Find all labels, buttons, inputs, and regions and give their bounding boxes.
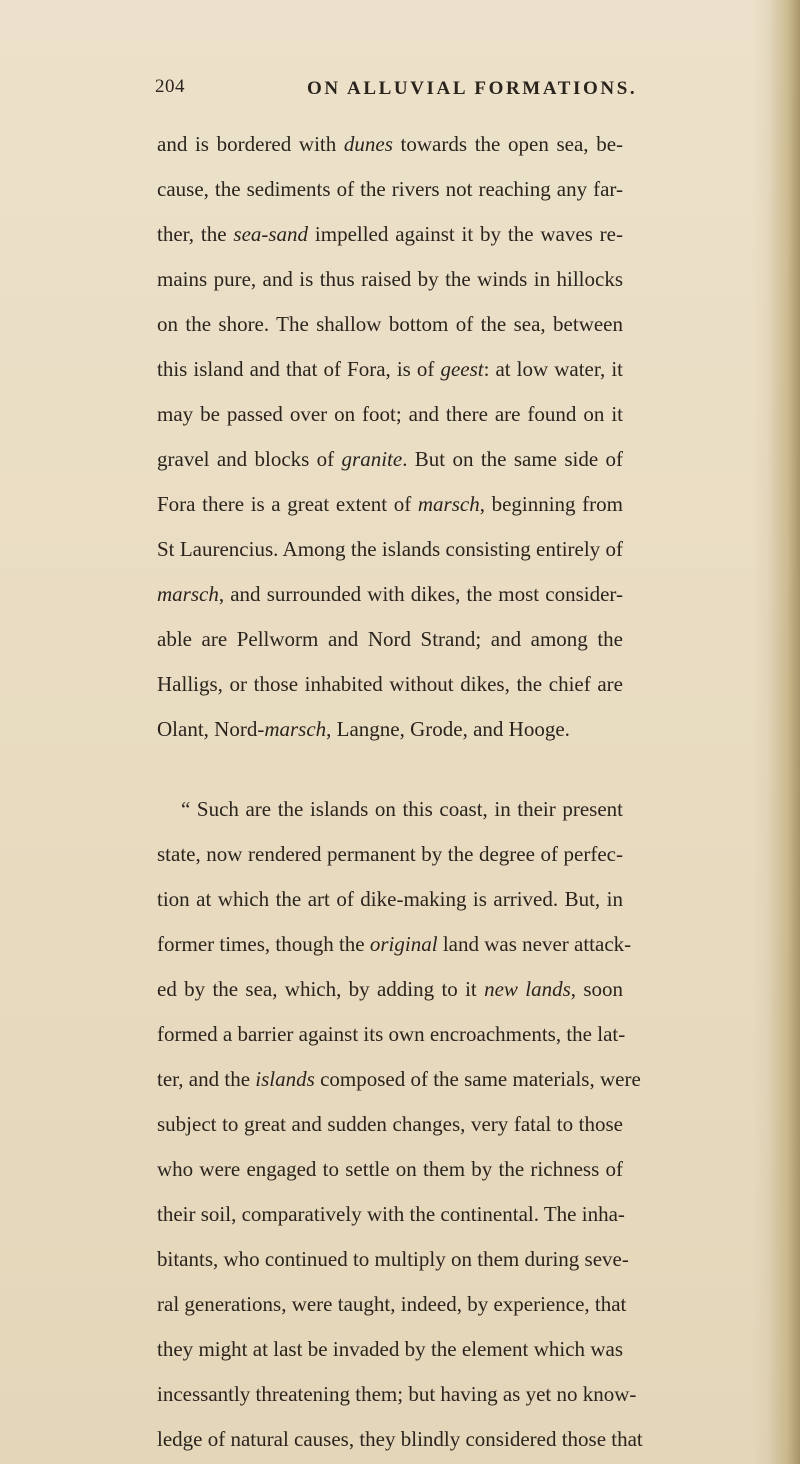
- text-line: gravel and blocks of granite. But on the same side of: [157, 447, 623, 471]
- text-line: and is bordered with dunes towards the open sea, be-: [157, 132, 624, 156]
- body-text: [157, 122, 643, 1462]
- text-line: mains pure, and is thus raised by the winds in hillocks: [157, 267, 623, 291]
- text-line: this island and that of Fora, is of geest: at low water, it: [157, 357, 623, 381]
- paragraph-gap: [157, 752, 623, 787]
- text-line: St Laurencius. Among the islands consisting entirely of: [157, 537, 623, 561]
- running-title: ON ALLUVIAL FORMATIONS.: [307, 78, 638, 99]
- text-line: formed a barrier against its own encroachments, the lat-: [157, 1022, 626, 1046]
- text-line: able are Pellworm and Nord Strand; and among the: [157, 627, 623, 651]
- text-line: tion at which the art of dike-making is arrived. But, in: [157, 887, 623, 911]
- text-line: ter, and the islands composed of the same materials, were: [157, 1067, 641, 1091]
- text-line: may be passed over on foot; and there are found on it: [157, 402, 623, 426]
- text-line: Olant, Nord-marsch, Langne, Grode, and Hooge.: [157, 717, 570, 741]
- page-number: 204: [155, 76, 185, 97]
- text-line: ed by the sea, which, by adding to it new lands, soon: [157, 977, 623, 1001]
- text-line: they might at last be invaded by the element which was: [157, 1337, 623, 1361]
- text-line: cause, the sediments of the rivers not reaching any far-: [157, 177, 623, 201]
- text-line: who were engaged to settle on them by the richness of: [157, 1157, 623, 1181]
- text-line: “ Such are the islands on this coast, in their present: [181, 797, 623, 821]
- text-line: Halligs, or those inhabited without dikes, the chief are: [157, 672, 623, 696]
- text-line: state, now rendered permanent by the degree of perfec-: [157, 842, 623, 866]
- text-line: on the shore. The shallow bottom of the sea, between: [157, 312, 623, 336]
- page-edge-stain: [768, 0, 800, 1464]
- text-line: incessantly threatening them; but having as yet no know-: [157, 1382, 637, 1406]
- paragraph-2: [157, 787, 643, 1462]
- page-header: [0, 76, 800, 106]
- text-line: subject to great and sudden changes, very fatal to those: [157, 1112, 623, 1136]
- text-line: ral generations, were taught, indeed, by experience, that: [157, 1292, 627, 1316]
- text-line: ledge of natural causes, they blindly considered those that: [157, 1427, 643, 1451]
- text-line: bitants, who continued to multiply on them during seve-: [157, 1247, 629, 1271]
- text-line: Fora there is a great extent of marsch, beginning from: [157, 492, 623, 516]
- paragraph-1: [157, 122, 623, 752]
- text-line: ther, the sea-sand impelled against it by the waves re-: [157, 222, 623, 246]
- text-line: marsch, and surrounded with dikes, the most consider-: [157, 582, 623, 606]
- text-line: former times, though the original land was never attack-: [157, 932, 632, 956]
- text-line: their soil, comparatively with the continental. The inha-: [157, 1202, 625, 1226]
